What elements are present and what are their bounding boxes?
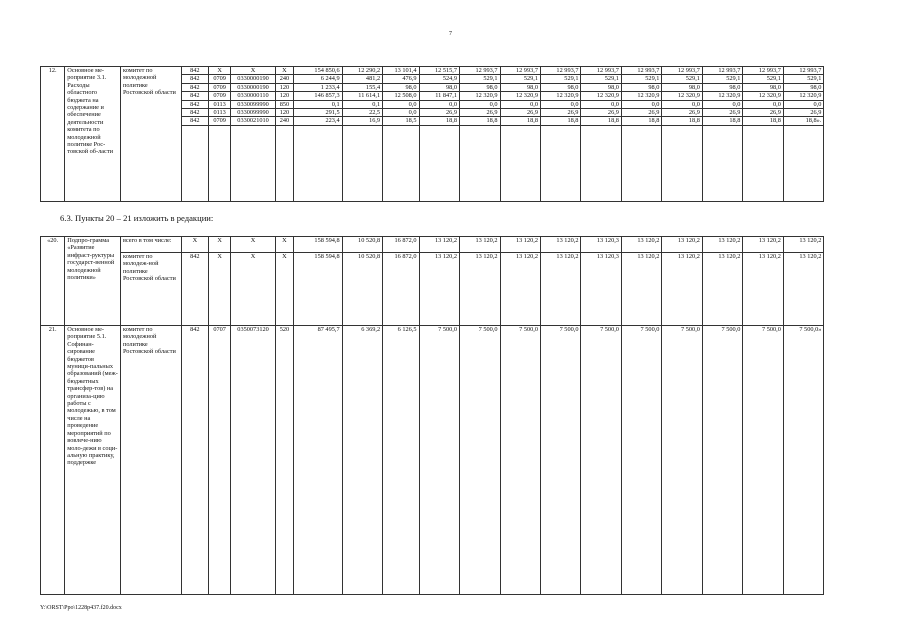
measure-name: Основное ме-роприятие 5.1. Софинан-сирование бюджетов муници-пальных образований (меж-бюджетных трансфер-тов) на организа-цию работы с молодежью, в том числе на проведение мероприятий по вовлече-нию моло-дежи в соци-альную практику, поддержке bbox=[65, 326, 121, 595]
measure-name: Основное ме-роприятие 3.1. Расходы областного бюджета на содержание и обеспечение деятельности комитета по молодежной политике Рос-товской об-ласти bbox=[65, 67, 121, 202]
year-value-cell: 13 120,2 bbox=[540, 253, 580, 326]
year-value-cell: 0,0 bbox=[383, 109, 419, 117]
table-row bbox=[41, 326, 865, 595]
total-cell: 146 857,3 bbox=[294, 92, 343, 100]
file-path-footer: Y:\ORST\Ppo\1228p437.f20.docx bbox=[40, 605, 122, 611]
grbs-cell: 842 bbox=[181, 100, 208, 108]
empty-cell bbox=[702, 125, 742, 201]
executor-name: комитет по молодеж-ной политике Ростовской области bbox=[120, 253, 181, 326]
vr-cell: 240 bbox=[275, 75, 293, 83]
year-value-cell: 98,0 bbox=[540, 83, 580, 91]
year-value-cell: 0,0 bbox=[743, 100, 783, 108]
total-cell: 154 850,6 bbox=[294, 67, 343, 75]
year-value-cell: 6 126,5 bbox=[383, 326, 419, 595]
year-value-cell: 13 120,2 bbox=[743, 253, 783, 326]
year-value-cell: 11 614,1 bbox=[342, 92, 382, 100]
year-value-cell: 18,8 bbox=[581, 117, 621, 125]
year-value-cell: 13 120,2 bbox=[419, 253, 459, 326]
year-value-cell: 98,0 bbox=[702, 83, 742, 91]
year-value-cell: 12 320,9 bbox=[581, 92, 621, 100]
vr-cell: 520 bbox=[275, 326, 293, 595]
year-value-cell: 529,1 bbox=[702, 75, 742, 83]
year-value-cell: 0,0 bbox=[383, 100, 419, 108]
csr-cell: X bbox=[231, 253, 276, 326]
year-value-cell: 26,9 bbox=[662, 109, 702, 117]
year-value-cell: 0,0 bbox=[621, 100, 661, 108]
year-value-cell: 18,8 bbox=[460, 117, 500, 125]
year-value-cell: 12 320,9 bbox=[702, 92, 742, 100]
vr-cell: 120 bbox=[275, 109, 293, 117]
year-value-cell: 12 320,9 bbox=[540, 92, 580, 100]
row-number: 12. bbox=[41, 67, 65, 202]
empty-cell bbox=[500, 125, 540, 201]
vr-cell: X bbox=[275, 237, 293, 253]
table-row bbox=[41, 67, 865, 75]
year-value-cell: 26,9 bbox=[783, 109, 823, 117]
year-value-cell: 13 120,3 bbox=[581, 253, 621, 326]
row-number: «20. bbox=[41, 237, 65, 326]
year-value-cell: 98,0 bbox=[581, 83, 621, 91]
year-value-cell: 18,8 bbox=[662, 117, 702, 125]
total-cell: 87 495,7 bbox=[294, 326, 343, 595]
year-value-cell: 7 500,0 bbox=[500, 326, 540, 595]
year-value-cell: 26,9 bbox=[500, 109, 540, 117]
year-value-cell: 18,8 bbox=[419, 117, 459, 125]
year-value-cell: 12 320,9 bbox=[621, 92, 661, 100]
year-value-cell: 0,0 bbox=[702, 100, 742, 108]
rz-cell: X bbox=[209, 67, 231, 75]
empty-cell bbox=[383, 125, 419, 201]
year-value-cell: 13 120,2 bbox=[460, 237, 500, 253]
vr-cell: 850 bbox=[275, 100, 293, 108]
year-value-cell: 13 120,2 bbox=[783, 237, 823, 253]
total-cell: 158 594,8 bbox=[294, 237, 343, 253]
year-value-cell: 11 847,1 bbox=[419, 92, 459, 100]
year-value-cell: 7 500,0 bbox=[702, 326, 742, 595]
rz-cell: X bbox=[209, 253, 231, 326]
year-value-cell: 12 993,7 bbox=[662, 67, 702, 75]
year-value-cell: 98,0 bbox=[383, 83, 419, 91]
grbs-cell: 842 bbox=[181, 117, 208, 125]
rz-cell: X bbox=[209, 237, 231, 253]
empty-cell bbox=[231, 125, 276, 201]
year-value-cell: 0,0 bbox=[500, 100, 540, 108]
year-value-cell: 0,0 bbox=[460, 100, 500, 108]
year-value-cell: 13 120,2 bbox=[702, 237, 742, 253]
total-cell: 223,4 bbox=[294, 117, 343, 125]
year-value-cell: 18,8 bbox=[621, 117, 661, 125]
year-value-cell: 12 993,7 bbox=[702, 67, 742, 75]
csr-cell: X bbox=[231, 67, 276, 75]
year-value-cell: 7 500,0 bbox=[540, 326, 580, 595]
year-value-cell: 10 520,8 bbox=[342, 237, 382, 253]
year-value-cell: 0,1 bbox=[342, 100, 382, 108]
vr-cell: X bbox=[275, 253, 293, 326]
csr-cell: 0350073120 bbox=[231, 326, 276, 595]
year-value-cell: 98,0 bbox=[460, 83, 500, 91]
year-value-cell: 7 500,0 bbox=[419, 326, 459, 595]
year-value-cell: 26,9 bbox=[581, 109, 621, 117]
year-value-cell: 481,2 bbox=[342, 75, 382, 83]
empty-cell bbox=[275, 125, 293, 201]
year-value-cell: 12 993,7 bbox=[460, 67, 500, 75]
year-value-cell: 13 120,2 bbox=[540, 237, 580, 253]
vr-cell: 240 bbox=[275, 117, 293, 125]
grbs-cell: 842 bbox=[181, 253, 208, 326]
year-value-cell: 0,0 bbox=[540, 100, 580, 108]
empty-cell bbox=[181, 125, 208, 201]
year-value-cell: 12 320,9 bbox=[743, 92, 783, 100]
year-value-cell: 529,1 bbox=[581, 75, 621, 83]
year-value-cell: 524,9 bbox=[419, 75, 459, 83]
year-value-cell: 13 120,2 bbox=[662, 253, 702, 326]
total-cell: 6 244,9 bbox=[294, 75, 343, 83]
total-cell: 0,1 bbox=[294, 100, 343, 108]
year-value-cell: 13 120,2 bbox=[419, 237, 459, 253]
csr-cell: 0330099990 bbox=[231, 109, 276, 117]
executor-name: комитет по молодежной политике Ростовской области bbox=[120, 67, 181, 202]
page-number: 7 bbox=[449, 31, 452, 37]
year-value-cell: 13 120,2 bbox=[662, 237, 702, 253]
year-value-cell: 22,5 bbox=[342, 109, 382, 117]
empty-cell bbox=[209, 125, 231, 201]
year-value-cell: 26,9 bbox=[540, 109, 580, 117]
year-value-cell: 12 320,9 bbox=[460, 92, 500, 100]
year-value-cell: 98,0 bbox=[500, 83, 540, 91]
year-value-cell: 529,1 bbox=[540, 75, 580, 83]
year-value-cell: 12 320,9 bbox=[500, 92, 540, 100]
table-rows-20-21 bbox=[40, 236, 865, 595]
year-value-cell: 7 500,0 bbox=[662, 326, 702, 595]
grbs-cell: 842 bbox=[181, 75, 208, 83]
empty-cell bbox=[743, 125, 783, 201]
table-row-12 bbox=[40, 66, 865, 202]
grbs-cell: 842 bbox=[181, 83, 208, 91]
year-value-cell: 529,1 bbox=[662, 75, 702, 83]
year-value-cell: 12 320,9 bbox=[783, 92, 823, 100]
year-value-cell: 16 872,0 bbox=[383, 237, 419, 253]
empty-cell bbox=[540, 125, 580, 201]
year-value-cell: 12 993,7 bbox=[743, 67, 783, 75]
year-value-cell: 98,0 bbox=[743, 83, 783, 91]
year-value-cell: 12 993,7 bbox=[621, 67, 661, 75]
year-value-cell: 12 515,7 bbox=[419, 67, 459, 75]
empty-cell bbox=[419, 125, 459, 201]
rz-cell: 0707 bbox=[209, 326, 231, 595]
year-value-cell: 0,0 bbox=[783, 100, 823, 108]
csr-cell: 0330099990 bbox=[231, 100, 276, 108]
year-value-cell: 7 500,0» bbox=[783, 326, 823, 595]
year-value-cell: 529,1 bbox=[783, 75, 823, 83]
empty-cell bbox=[581, 125, 621, 201]
year-value-cell: 98,0 bbox=[783, 83, 823, 91]
year-value-cell: 529,1 bbox=[500, 75, 540, 83]
year-value-cell: 12 508,0 bbox=[383, 92, 419, 100]
year-value-cell: 16 872,0 bbox=[383, 253, 419, 326]
year-value-cell: 13 120,2 bbox=[783, 253, 823, 326]
vr-cell: 120 bbox=[275, 92, 293, 100]
executor-name: комитет по молодежной политике Ростовской области bbox=[120, 326, 181, 595]
year-value-cell: 26,9 bbox=[419, 109, 459, 117]
grbs-cell: 842 bbox=[181, 92, 208, 100]
year-value-cell: 13 120,2 bbox=[621, 237, 661, 253]
year-value-cell: 18,5 bbox=[383, 117, 419, 125]
year-value-cell: 7 500,0 bbox=[621, 326, 661, 595]
year-value-cell: 18,8 bbox=[540, 117, 580, 125]
row-number: 21. bbox=[41, 326, 65, 595]
rz-cell: 0709 bbox=[209, 92, 231, 100]
total-cell: 291,5 bbox=[294, 109, 343, 117]
csr-cell: 0330000190 bbox=[231, 75, 276, 83]
year-value-cell: 26,9 bbox=[743, 109, 783, 117]
year-value-cell: 12 993,7 bbox=[581, 67, 621, 75]
empty-cell bbox=[662, 125, 702, 201]
year-value-cell: 13 101,4 bbox=[383, 67, 419, 75]
year-value-cell: 26,9 bbox=[702, 109, 742, 117]
empty-cell bbox=[294, 125, 343, 201]
year-value-cell: 0,0 bbox=[662, 100, 702, 108]
csr-cell: 0330021010 bbox=[231, 117, 276, 125]
year-value-cell: 529,1 bbox=[621, 75, 661, 83]
year-value-cell: 6 369,2 bbox=[342, 326, 382, 595]
csr-cell: 0330000110 bbox=[231, 92, 276, 100]
rz-cell: 0113 bbox=[209, 109, 231, 117]
rz-cell: 0113 bbox=[209, 100, 231, 108]
grbs-cell: 842 bbox=[181, 326, 208, 595]
year-value-cell: 0,0 bbox=[581, 100, 621, 108]
year-value-cell: 13 120,2 bbox=[743, 237, 783, 253]
year-value-cell: 155,4 bbox=[342, 83, 382, 91]
empty-cell bbox=[621, 125, 661, 201]
year-value-cell: 12 290,2 bbox=[342, 67, 382, 75]
grbs-cell: 842 bbox=[181, 109, 208, 117]
year-value-cell: 476,9 bbox=[383, 75, 419, 83]
year-value-cell: 529,1 bbox=[743, 75, 783, 83]
year-value-cell: 26,9 bbox=[460, 109, 500, 117]
year-value-cell: 18,8 bbox=[500, 117, 540, 125]
rz-cell: 0709 bbox=[209, 75, 231, 83]
year-value-cell: 10 520,8 bbox=[342, 253, 382, 326]
year-value-cell: 12 320,9 bbox=[662, 92, 702, 100]
empty-cell bbox=[783, 125, 823, 201]
rz-cell: 0709 bbox=[209, 117, 231, 125]
csr-cell: 0330000190 bbox=[231, 83, 276, 91]
year-value-cell: 98,0 bbox=[419, 83, 459, 91]
vr-cell: X bbox=[275, 67, 293, 75]
year-value-cell: 13 120,2 bbox=[500, 237, 540, 253]
grbs-cell: X bbox=[181, 237, 208, 253]
empty-cell bbox=[460, 125, 500, 201]
year-value-cell: 12 993,7 bbox=[500, 67, 540, 75]
year-value-cell: 0,0 bbox=[419, 100, 459, 108]
section-caption: 6.3. Пункты 20 – 21 изложить в редакции: bbox=[60, 213, 214, 223]
year-value-cell: 7 500,0 bbox=[460, 326, 500, 595]
year-value-cell: 18,8 bbox=[702, 117, 742, 125]
empty-cell bbox=[342, 125, 382, 201]
year-value-cell: 12 993,7 bbox=[783, 67, 823, 75]
year-value-cell: 7 500,0 bbox=[581, 326, 621, 595]
year-value-cell: 26,9 bbox=[621, 109, 661, 117]
vr-cell: 120 bbox=[275, 83, 293, 91]
subprogram-name: Подпро-грамма «Развитие инфраст-руктуры государст-венной молодежной политики» bbox=[65, 237, 121, 326]
year-value-cell: 18,8 bbox=[743, 117, 783, 125]
total-cell: 158 594,8 bbox=[294, 253, 343, 326]
year-value-cell: 13 120,2 bbox=[702, 253, 742, 326]
year-value-cell: 98,0 bbox=[621, 83, 661, 91]
year-value-cell: 13 120,3 bbox=[581, 237, 621, 253]
year-value-cell: 16,9 bbox=[342, 117, 382, 125]
year-value-cell: 18,8». bbox=[783, 117, 823, 125]
year-value-cell: 12 993,7 bbox=[540, 67, 580, 75]
csr-cell: X bbox=[231, 237, 276, 253]
year-value-cell: 98,0 bbox=[662, 83, 702, 91]
table-row bbox=[41, 237, 865, 253]
year-value-cell: 13 120,2 bbox=[500, 253, 540, 326]
table-row bbox=[41, 253, 865, 326]
grbs-cell: 842 bbox=[181, 67, 208, 75]
year-value-cell: 13 120,2 bbox=[460, 253, 500, 326]
executor-total: всего в том числе: bbox=[120, 237, 181, 253]
year-value-cell: 13 120,2 bbox=[621, 253, 661, 326]
year-value-cell: 7 500,0 bbox=[743, 326, 783, 595]
total-cell: 1 233,4 bbox=[294, 83, 343, 91]
year-value-cell: 529,1 bbox=[460, 75, 500, 83]
rz-cell: 0709 bbox=[209, 83, 231, 91]
